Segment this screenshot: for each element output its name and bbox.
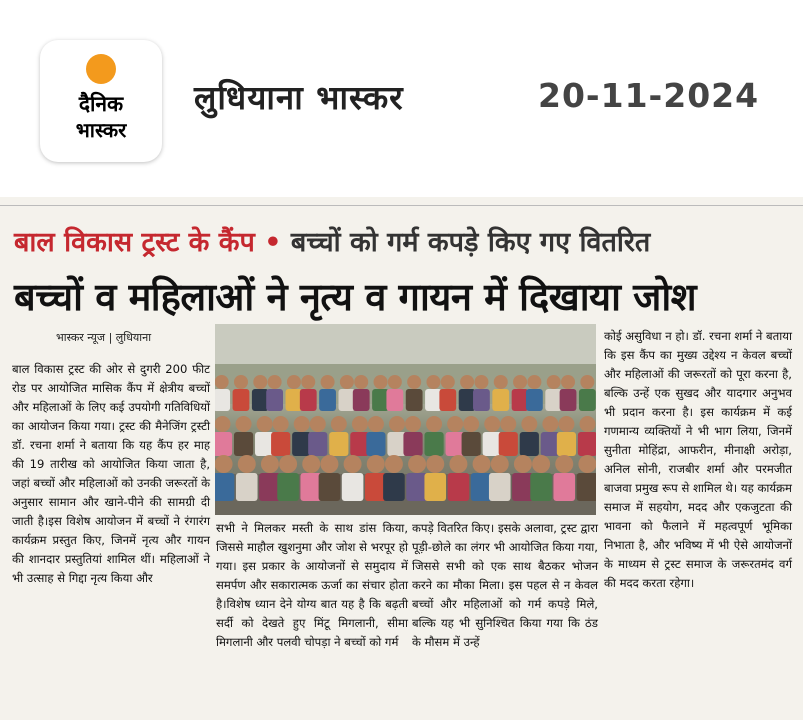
person-head — [340, 375, 354, 389]
person-head — [491, 455, 509, 473]
person-body — [473, 389, 490, 411]
person-body — [300, 389, 317, 411]
person-body — [308, 432, 327, 456]
person-body — [545, 389, 562, 411]
person-head — [407, 375, 421, 389]
person-body — [286, 389, 303, 411]
person-body — [366, 432, 385, 456]
person-head — [388, 375, 402, 389]
person-head — [578, 455, 596, 473]
person-head — [321, 375, 335, 389]
publication-date: 20-11-2024 — [538, 76, 760, 115]
article-byline: भास्कर न्यूज | लुधियाना — [56, 331, 152, 344]
person-head — [354, 375, 368, 389]
person-body — [557, 432, 576, 456]
person-head — [302, 455, 320, 473]
person-head — [374, 375, 388, 389]
person-head — [234, 375, 248, 389]
article-column-4: कोई असुविधा न हो। डॉ. रचना शर्मा ने बताया कि इस कैंप का मुख्य उद्देश्य न केवल बच्चों और महिलाओं की जरूरतों को पूरा करना है, बल्कि उन्हें एक सुखद और यादगार अनुभव भी प्रदान करना है। इस कार्यक्रम में कई गणमान्य व्यक्तियों ने भी भाग लिया, जिनमें सुनीता मोहिंद्रा, आफरीन, मीनाक्षी अरोड़ा, अनिल सोनी, राजबीर शर्मा और परमजीत बाजवा प्रमुख रूप से शामिल थे। यह कार्यक्रम समाज में सहयोग, मदद और एकजुटता की भावना को फैलाने में महत्वपूर्ण भूमिका निभाता है, और भविष्य में भी ऐसे आयोजनों के माध्यम से ट्रस्ट समाज के जरूरतमंद वर्ग की मदद करता रहेगा। — [604, 329, 792, 590]
person-body — [236, 473, 258, 501]
person-body — [448, 473, 470, 501]
person-body — [215, 473, 234, 501]
person-body — [530, 473, 552, 501]
person-head — [426, 416, 442, 432]
person-head — [268, 375, 282, 389]
person-body — [353, 389, 370, 411]
person-head — [344, 455, 362, 473]
person-head — [558, 416, 574, 432]
article-headline: बच्चों व महिलाओं ने नृत्य व गायन में दिखाया जोश — [14, 275, 697, 319]
dainik-bhaskar-logo — [40, 40, 162, 162]
person-head — [542, 416, 558, 432]
person-body — [252, 389, 269, 411]
person-body — [386, 389, 403, 411]
person-head — [236, 416, 252, 432]
person-head — [449, 455, 467, 473]
person-head — [367, 455, 385, 473]
person-body — [526, 389, 543, 411]
person-head — [352, 416, 368, 432]
person-head — [500, 416, 516, 432]
person-head — [261, 455, 279, 473]
person-head — [253, 375, 267, 389]
person-head — [513, 375, 527, 389]
person-head — [215, 455, 233, 473]
person-head — [484, 416, 500, 432]
person-body — [319, 473, 341, 501]
person-body — [277, 473, 299, 501]
person-body — [215, 389, 230, 411]
person-head — [215, 375, 229, 389]
person-body — [338, 389, 355, 411]
article-column-2: सभी ने मिलकर मस्ती के साथ डांस किया, जिससे माहौल खुशनुमा और जोश से भरपूर हो गया। इस प्रकार के आयोजनों से समुदाय में समर्पण और सकारात्मक ऊर्जा का संचार होता है।विशेष ध्यान देने योग्य बात यह है कि बढ़ती सर्दी को देखते हुए मिंटू मिगलानी, सीमा मिगलानी और पलवी चोपड़ा ने बच्चों को गर्म — [216, 521, 408, 649]
person-head — [521, 416, 537, 432]
person-body — [233, 389, 250, 411]
divider — [0, 205, 803, 206]
group-photo-illustration — [215, 324, 596, 515]
person-head — [294, 416, 310, 432]
person-head — [389, 416, 405, 432]
person-body — [329, 432, 348, 456]
person-head — [494, 375, 508, 389]
person-head — [320, 455, 338, 473]
person-body — [319, 389, 336, 411]
person-body — [406, 389, 423, 411]
person-head — [257, 416, 273, 432]
person-head — [385, 455, 403, 473]
person-head — [580, 375, 594, 389]
kicker-red: बाल विकास ट्रस्ट के कैंप — [14, 227, 255, 258]
person-head — [368, 416, 384, 432]
person-body — [560, 389, 577, 411]
person-body — [459, 389, 476, 411]
person-head — [561, 375, 575, 389]
kicker-rest: बच्चों को गर्म कपड़े किए गए वितरित — [290, 227, 651, 258]
person-head — [474, 375, 488, 389]
person-body — [520, 432, 539, 456]
person-head — [287, 375, 301, 389]
person-head — [547, 375, 561, 389]
person-head — [447, 416, 463, 432]
person-body — [266, 389, 283, 411]
person-head — [426, 375, 440, 389]
person-body — [462, 432, 481, 456]
person-body — [271, 432, 290, 456]
person-body — [215, 432, 232, 456]
sun-icon — [86, 54, 116, 84]
article-column-1: बाल विकास ट्रस्ट की ओर से दुगरी 200 फीट रोड पर आयोजित मासिक कैंप में क्षेत्रीय बच्चों और महिलाओं के लिए कई उपयोगी गतिविधियों का आयोजन किया गया। ट्रस्ट की मैनेजिंग ट्रस्टी डॉ. रचना शर्मा ने बताया कि यह कैंप हर माह की 19 तारीख को आयोजित किया जाता है, जहां बच्चों और महिलाओं को उनकी जरूरतों के अनुसार सामान और खाने-पीने की सामग्री दी जाती है।इस विशेष आयोजन में बच्चों ने रंगारंग कार्यक्रम प्रस्तुत किए, जिनमें नृत्य और गायन की शानदार प्रस्तुतियां शामिल थीं। महिलाओं ने भी उत्साह से गिद्दा नृत्य किया और — [12, 362, 210, 585]
person-head — [579, 416, 595, 432]
person-head — [331, 416, 347, 432]
person-body — [577, 473, 596, 501]
person-body — [425, 389, 442, 411]
person-body — [403, 432, 422, 456]
person-head — [215, 416, 231, 432]
person-head — [426, 455, 444, 473]
person-head — [408, 455, 426, 473]
person-body — [424, 473, 446, 501]
person-head — [473, 455, 491, 473]
person-head — [532, 455, 550, 473]
logo-line1: दैनिक — [78, 92, 124, 116]
article-kicker — [14, 222, 650, 259]
person-body — [424, 432, 443, 456]
person-body — [489, 473, 511, 501]
logo-line2: भास्कर — [75, 118, 127, 142]
person-head — [555, 455, 573, 473]
person-body — [578, 432, 596, 456]
person-body — [579, 389, 596, 411]
person-head — [514, 455, 532, 473]
person-body — [372, 389, 389, 411]
person-head — [441, 375, 455, 389]
person-body — [499, 432, 518, 456]
person-body — [234, 432, 253, 456]
person-head — [279, 455, 297, 473]
person-head — [405, 416, 421, 432]
person-body — [553, 473, 575, 501]
person-head — [463, 416, 479, 432]
person-head — [460, 375, 474, 389]
person-body — [492, 389, 509, 411]
person-body — [512, 389, 529, 411]
person-body — [342, 473, 364, 501]
publication-title: लुधियाना भास्कर — [194, 78, 404, 117]
person-head — [310, 416, 326, 432]
person-body — [383, 473, 405, 501]
group-photo — [215, 324, 596, 515]
article-column-3: कपड़े वितरित किए। इसके अलावा, ट्रस्ट द्वारा पूड़ी-छोले का लंगर भी आयोजित किया गया, जिससे सभी को एक साथ बैठकर भोजन करने का मौका मिला। इस पहल से न केवल बच्चों और महिलाओं को गर्म कपड़े मिले, बल्कि यह भी सुनिश्चित किया गया कि ठंड के मौसम में उन्हें — [412, 521, 598, 649]
person-head — [238, 455, 256, 473]
person-head — [301, 375, 315, 389]
person-body — [439, 389, 456, 411]
person-head — [527, 375, 541, 389]
person-head — [273, 416, 289, 432]
kicker-separator: • — [264, 227, 282, 258]
